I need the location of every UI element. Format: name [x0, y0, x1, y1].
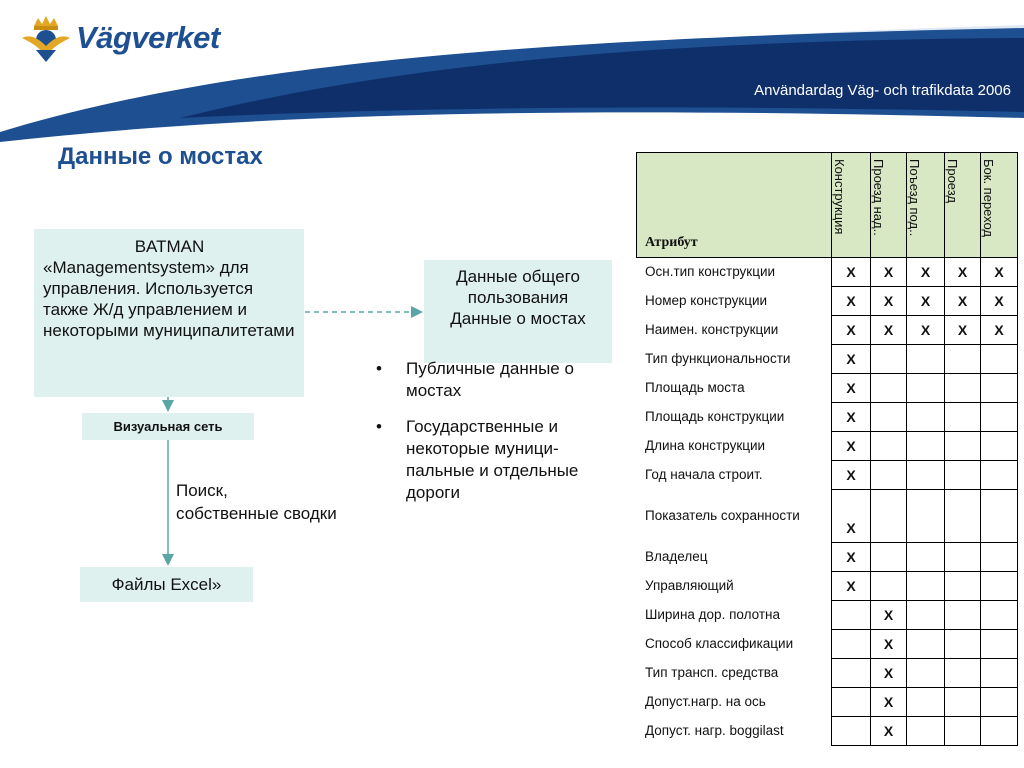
mark-cell [832, 688, 871, 717]
table-row [637, 630, 1018, 659]
mark-cell: X [945, 287, 981, 316]
column-header-label: Проезд над.. [871, 159, 886, 236]
mark-cell: X [871, 659, 907, 688]
mark-cell: X [832, 403, 871, 432]
mark-cell [981, 490, 1018, 543]
bullet-item: • Публичные данные о мостах [376, 358, 616, 402]
mark-cell [981, 659, 1018, 688]
batman-description: «Managementsystem» для управления. Используется также Ж/д управлением и некоторыми муниципалитетами [43, 258, 295, 340]
mark-cell [981, 374, 1018, 403]
attribute-name: Площадь конструкции [637, 403, 832, 432]
attribute-column-header: Атрибут [637, 153, 832, 258]
mark-cell: X [832, 543, 871, 572]
mark-cell [945, 490, 981, 543]
mark-cell: X [832, 258, 871, 287]
mark-cell [871, 403, 907, 432]
bullet-list [376, 358, 616, 518]
mark-cell [945, 461, 981, 490]
attribute-name: Наимен. конструкции [637, 316, 832, 345]
mark-cell [945, 432, 981, 461]
mark-cell [907, 432, 945, 461]
mark-cell [832, 659, 871, 688]
mark-cell [945, 630, 981, 659]
mark-cell: X [832, 316, 871, 345]
table-row [637, 374, 1018, 403]
mark-cell: X [871, 601, 907, 630]
table-row [637, 461, 1018, 490]
column-header-passage [945, 153, 981, 258]
column-header-construction [832, 153, 871, 258]
batman-box [34, 229, 304, 397]
table-row [637, 345, 1018, 374]
table-row [637, 688, 1018, 717]
mark-cell: X [981, 258, 1018, 287]
mark-cell: X [981, 316, 1018, 345]
mark-cell: X [832, 572, 871, 601]
attribute-name: Управляющий [637, 572, 832, 601]
attribute-name: Допуст. нагр. boggilast [637, 717, 832, 746]
attribute-name: Способ классификации [637, 630, 832, 659]
table-row [637, 601, 1018, 630]
common-data-box [424, 260, 612, 363]
attribute-name: Показатель сохранности [637, 490, 832, 543]
attribute-table [636, 152, 1018, 746]
mark-cell [871, 374, 907, 403]
mark-cell [871, 461, 907, 490]
mark-cell [871, 543, 907, 572]
mark-cell [907, 543, 945, 572]
table-row [637, 659, 1018, 688]
mark-cell [907, 688, 945, 717]
mark-cell [981, 461, 1018, 490]
mark-cell [871, 572, 907, 601]
mark-cell [981, 601, 1018, 630]
attribute-name: Тип трансп. средства [637, 659, 832, 688]
mark-cell [981, 717, 1018, 746]
mark-cell [907, 630, 945, 659]
visual-network-box: Визуальная сеть [82, 413, 254, 440]
attribute-name: Осн.тип конструкции [637, 258, 832, 287]
batman-title: BATMAN [134, 237, 205, 256]
common-data-line2: Данные о мостах [450, 309, 586, 328]
mark-cell: X [871, 630, 907, 659]
column-header-label: Поъезд под.. [907, 159, 922, 237]
mark-cell [981, 345, 1018, 374]
mark-cell [907, 403, 945, 432]
excel-files-box: Файлы Excel» [80, 567, 253, 602]
mark-cell [945, 688, 981, 717]
mark-cell [981, 688, 1018, 717]
common-data-line1: Данные общего пользования [456, 267, 580, 307]
table-row [637, 543, 1018, 572]
mark-cell: X [871, 688, 907, 717]
table-row [637, 572, 1018, 601]
mark-cell: X [832, 345, 871, 374]
column-header-label: Конструкция [832, 159, 847, 235]
column-header-overpass [871, 153, 907, 258]
mark-cell: X [832, 374, 871, 403]
mark-cell: X [871, 316, 907, 345]
attribute-name: Длина конструкции [637, 432, 832, 461]
mark-cell: X [832, 490, 871, 543]
search-caption-line2: собственные сводки [176, 504, 337, 523]
mark-cell [945, 601, 981, 630]
bullet-item: • Государственные и некоторые муници-пальные и отдельные дороги [376, 416, 616, 504]
table-row [637, 258, 1018, 287]
mark-cell [945, 403, 981, 432]
mark-cell: X [945, 258, 981, 287]
mark-cell: X [871, 258, 907, 287]
mark-cell: X [832, 461, 871, 490]
logo-wordmark: Vägverket [76, 20, 220, 55]
column-header-label: Проезд [945, 159, 960, 204]
mark-cell [945, 543, 981, 572]
mark-cell: X [871, 717, 907, 746]
mark-cell [945, 717, 981, 746]
attribute-name: Площадь моста [637, 374, 832, 403]
mark-cell [907, 659, 945, 688]
column-header-underpass [907, 153, 945, 258]
mark-cell [907, 601, 945, 630]
attribute-name: Ширина дор. полотна [637, 601, 832, 630]
crown-logo-icon [20, 12, 72, 64]
mark-cell: X [871, 287, 907, 316]
mark-cell [981, 403, 1018, 432]
mark-cell [907, 461, 945, 490]
mark-cell [907, 572, 945, 601]
attribute-name: Тип функциональности [637, 345, 832, 374]
mark-cell [907, 374, 945, 403]
mark-cell [907, 345, 945, 374]
mark-cell: X [907, 316, 945, 345]
vagverket-logo [20, 12, 220, 64]
mark-cell: X [981, 287, 1018, 316]
column-header-label: Бок. переход [981, 159, 996, 237]
mark-cell [832, 630, 871, 659]
table-row [637, 316, 1018, 345]
mark-cell: X [907, 258, 945, 287]
column-header-side-crossing [981, 153, 1018, 258]
event-title: Användardag Väg- och trafikdata 2006 [754, 82, 1011, 99]
mark-cell [945, 345, 981, 374]
search-caption [176, 479, 337, 525]
mark-cell [871, 432, 907, 461]
mark-cell [945, 374, 981, 403]
mark-cell [907, 717, 945, 746]
attribute-name: Владелец [637, 543, 832, 572]
table-row [637, 490, 1018, 543]
attribute-name: Номер конструкции [637, 287, 832, 316]
table-header-row [637, 153, 1018, 258]
mark-cell [832, 601, 871, 630]
mark-cell: X [907, 287, 945, 316]
mark-cell: X [945, 316, 981, 345]
mark-cell [981, 432, 1018, 461]
attribute-name: Допуст.нагр. на ось [637, 688, 832, 717]
attribute-name: Год начала строит. [637, 461, 832, 490]
table-row [637, 717, 1018, 746]
mark-cell [981, 630, 1018, 659]
table-row [637, 432, 1018, 461]
table-row [637, 287, 1018, 316]
mark-cell [907, 490, 945, 543]
mark-cell [871, 490, 907, 543]
mark-cell: X [832, 432, 871, 461]
search-caption-line1: Поиск, [176, 481, 228, 500]
table-row [637, 403, 1018, 432]
mark-cell [981, 543, 1018, 572]
page-title: Данные о мостах [58, 143, 263, 170]
mark-cell [945, 659, 981, 688]
table-body [637, 258, 1018, 746]
mark-cell: X [832, 287, 871, 316]
mark-cell [945, 572, 981, 601]
mark-cell [832, 717, 871, 746]
mark-cell [871, 345, 907, 374]
mark-cell [981, 572, 1018, 601]
